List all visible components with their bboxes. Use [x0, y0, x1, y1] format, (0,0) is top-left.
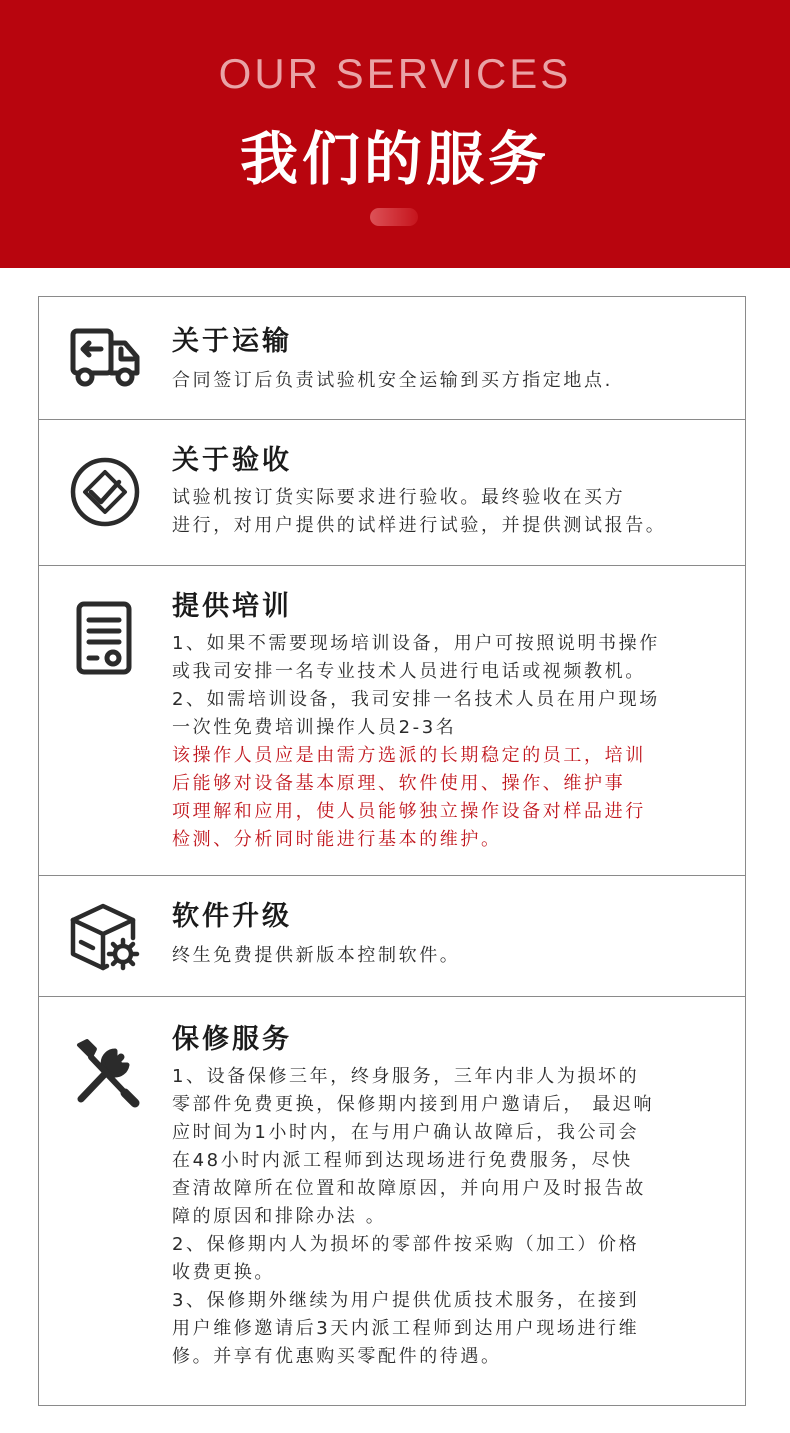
highlight-text-line: 该操作人员应是由需方选派的长期稳定的员工，培训	[172, 745, 646, 766]
section-text-line: 障的原因和排除办法 。	[172, 1206, 387, 1227]
tools-icon	[67, 1035, 143, 1111]
section-training	[39, 566, 745, 876]
section-text-line: 1、如果不需要现场培训设备，用户可按照说明书操作	[172, 633, 660, 654]
section-text-line: 2、如需培训设备，我司安排一名技术人员在用户现场	[172, 689, 660, 710]
section-text-line: 2、保修期内人为损坏的零部件按采购（加工）价格	[172, 1234, 640, 1255]
section-text-line: 在48小时内派工程师到达现场进行免费服务，尽快	[172, 1150, 633, 1171]
highlight-text-line: 检测、分析同时能进行基本的维护。	[172, 829, 502, 850]
section-title: 关于验收	[172, 445, 292, 476]
services-panel	[38, 296, 746, 1406]
section-acceptance	[39, 420, 745, 566]
section-text: 终生免费提供新版本控制软件。	[172, 945, 461, 966]
section-title: 关于运输	[172, 326, 292, 357]
section-text-line: 1、设备保修三年，终身服务，三年内非人为损坏的	[172, 1066, 640, 1087]
highlight-text-line: 项理解和应用，使人员能够独立操作设备对样品进行	[172, 801, 646, 822]
section-text-line: 3、保修期外继续为用户提供优质技术服务，在接到	[172, 1290, 640, 1311]
section-text-line: 或我司安排一名专业技术人员进行电话或视频教机。	[172, 661, 646, 682]
highlight-text-line: 后能够对设备基本原理、软件使用、操作、维护事	[172, 773, 626, 794]
section-text-line: 零部件免费更换，保修期内接到用户邀请后， 最迟响	[172, 1094, 655, 1115]
section-title: 提供培训	[172, 591, 292, 622]
page-title: 我们的服务	[239, 125, 550, 193]
truck-icon	[67, 319, 143, 395]
english-heading: OUR SERVICES	[218, 50, 572, 97]
document-icon	[67, 600, 143, 676]
section-text-line: 试验机按订货实际要求进行验收。最终验收在买方	[172, 487, 626, 508]
decorative-pill	[370, 208, 418, 226]
section-warranty	[39, 997, 745, 1407]
section-transport	[39, 297, 745, 420]
section-text-line: 应时间为1小时内，在与用户确认故障后，我公司会	[172, 1122, 640, 1143]
header-banner	[0, 0, 790, 268]
section-text-line: 进行，对用户提供的试样进行试验，并提供测试报告。	[172, 515, 667, 536]
section-text-line: 收费更换。	[172, 1262, 275, 1283]
section-title: 软件升级	[172, 901, 292, 932]
section-text-line: 查清故障所在位置和故障原因，并向用户及时报告故	[172, 1178, 646, 1199]
section-title: 保修服务	[172, 1024, 292, 1055]
section-software	[39, 876, 745, 997]
box-gear-icon	[67, 898, 143, 974]
check-circle-icon	[67, 454, 143, 530]
section-text-line: 一次性免费培训操作人员2-3名	[172, 717, 457, 738]
section-text: 合同签订后负责试验机安全运输到买方指定地点.	[172, 370, 613, 391]
section-text-line: 修。并享有优惠购买零配件的待遇。	[172, 1346, 502, 1367]
section-text-line: 用户维修邀请后3天内派工程师到达用户现场进行维	[172, 1318, 640, 1339]
